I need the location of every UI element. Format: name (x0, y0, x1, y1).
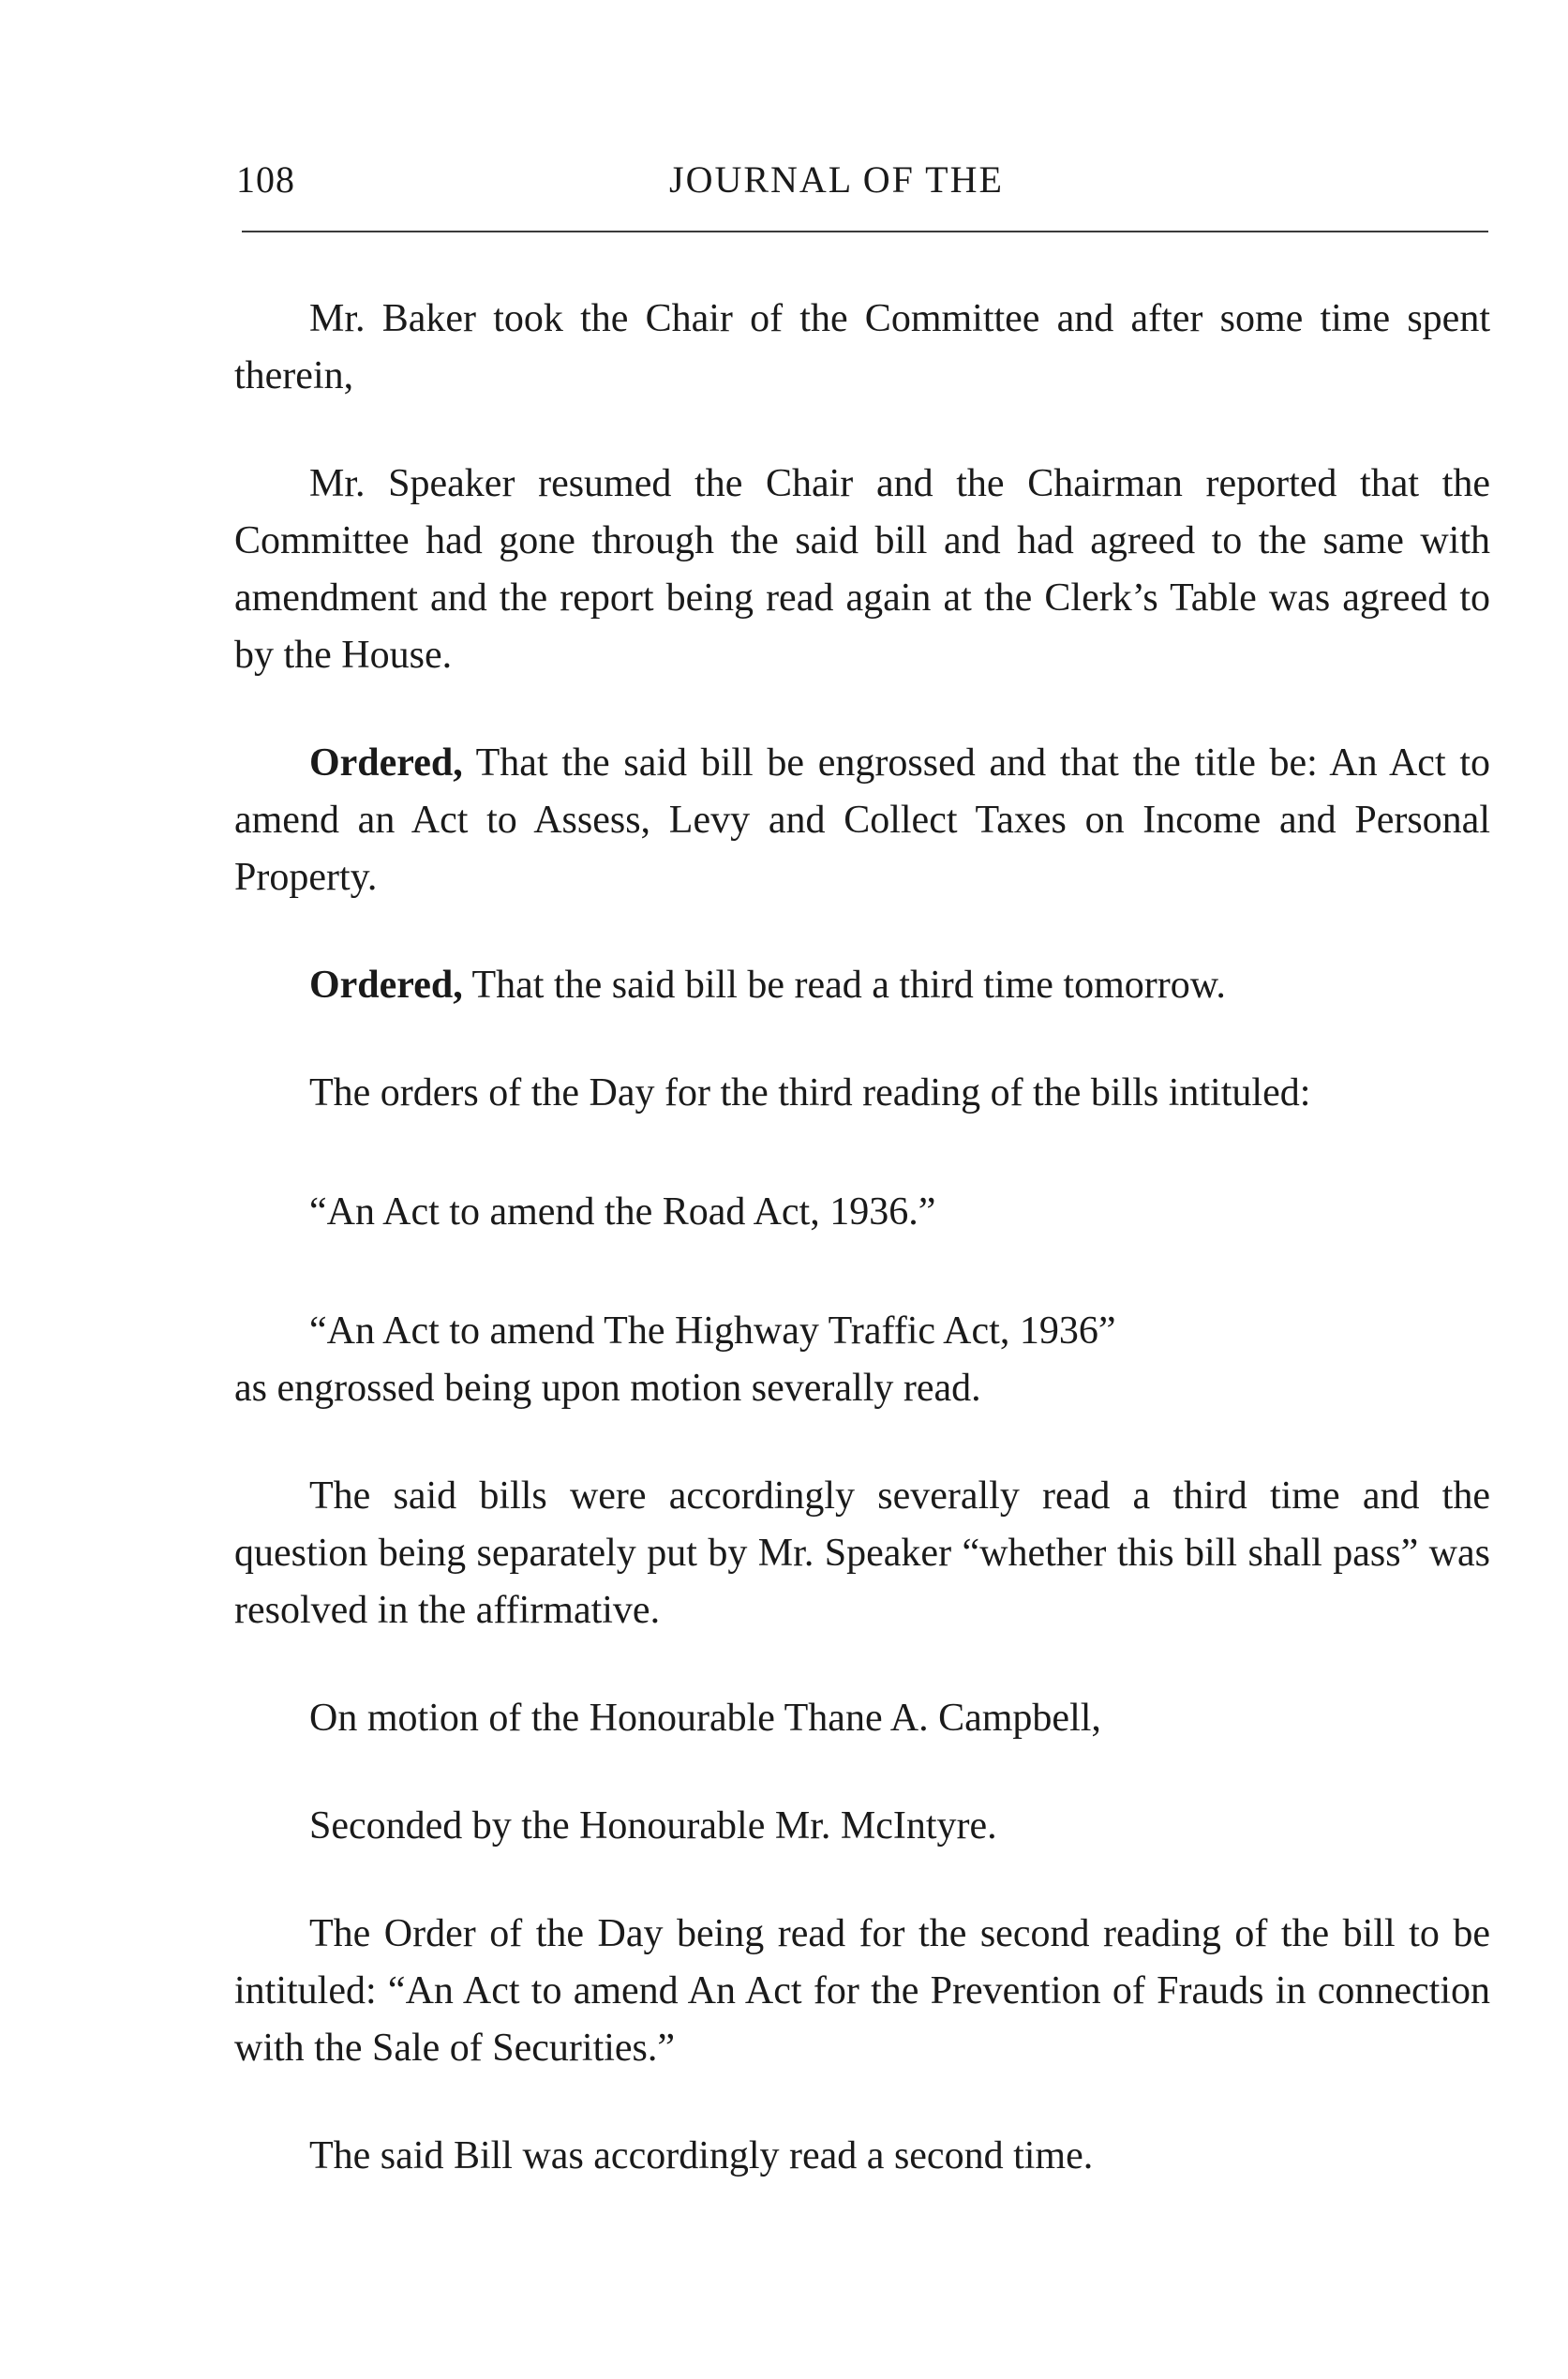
paragraph-bill-read-second-time (234, 2128, 1490, 2185)
paragraph-text: That the said bill be read a third time tomorrow. (462, 964, 1226, 1007)
engrossed-note: as engrossed being upon motion severally read. (234, 1367, 981, 1410)
paragraph-text: The said Bill was accordingly read a second time. (309, 2134, 1094, 2177)
page-header (236, 157, 1492, 214)
paragraph-seconded-mcintyre (234, 1798, 1490, 1855)
page-number: 108 (236, 158, 295, 201)
paragraph-text: Mr. Baker took the Chair of the Committee and after some time spent therein, (234, 297, 1490, 397)
ordered-lead: Ordered, (309, 964, 463, 1007)
bill-title-road-act (234, 1184, 1490, 1241)
bill-title: “An Act to amend The Highway Traffic Act, 1936” (309, 1309, 1116, 1353)
paragraph-text: Seconded by the Honourable Mr. McIntyre. (309, 1804, 997, 1848)
paragraph-bills-read-third-time (234, 1468, 1490, 1639)
bill-title-highway-traffic-act (234, 1303, 1490, 1417)
paragraph-text: The Order of the Day being read for the second reading of the bill to be intituled: “An Act to amend An Act for the Prevention of Frauds in connection with the Sale of Securities.” (234, 1912, 1490, 2070)
paragraph-text: Mr. Speaker resumed the Chair and the Chairman reported that the Committee had gone through the said bill and had agreed to the same with amendment and the report being read again at the Clerk’s Table was agreed to by the House. (234, 462, 1490, 677)
paragraph-text: The orders of the Day for the third reading of the bills intituled: (309, 1071, 1311, 1115)
bill-title: “An Act to amend the Road Act, 1936.” (309, 1190, 936, 1234)
ordered-lead: Ordered, (309, 741, 463, 785)
paragraph-orders-of-day (234, 1065, 1490, 1122)
paragraph-motion-campbell (234, 1690, 1490, 1747)
paragraph-text: The said bills were accordingly severally read a third time and the question being separately put by Mr. Speaker “whether this bill shall pass” was resolved in the affirmative. (234, 1474, 1490, 1632)
paragraph-ordered-engrossed (234, 735, 1490, 906)
header-rule (242, 231, 1488, 232)
journal-body (234, 291, 1490, 2185)
paragraph-text: On motion of the Honourable Thane A. Campbell, (309, 1697, 1101, 1740)
paragraph-speaker-resumed (234, 456, 1490, 684)
running-head: JOURNAL OF THE (669, 158, 1004, 201)
paragraph-order-second-reading (234, 1906, 1490, 2077)
paragraph-text: That the said bill be engrossed and that the title be: An Act to amend an Act to Assess, Levy and Collect Taxes on Income and Personal Property. (234, 741, 1490, 899)
paragraph-committee-chair (234, 291, 1490, 405)
paragraph-ordered-third-reading (234, 957, 1490, 1014)
